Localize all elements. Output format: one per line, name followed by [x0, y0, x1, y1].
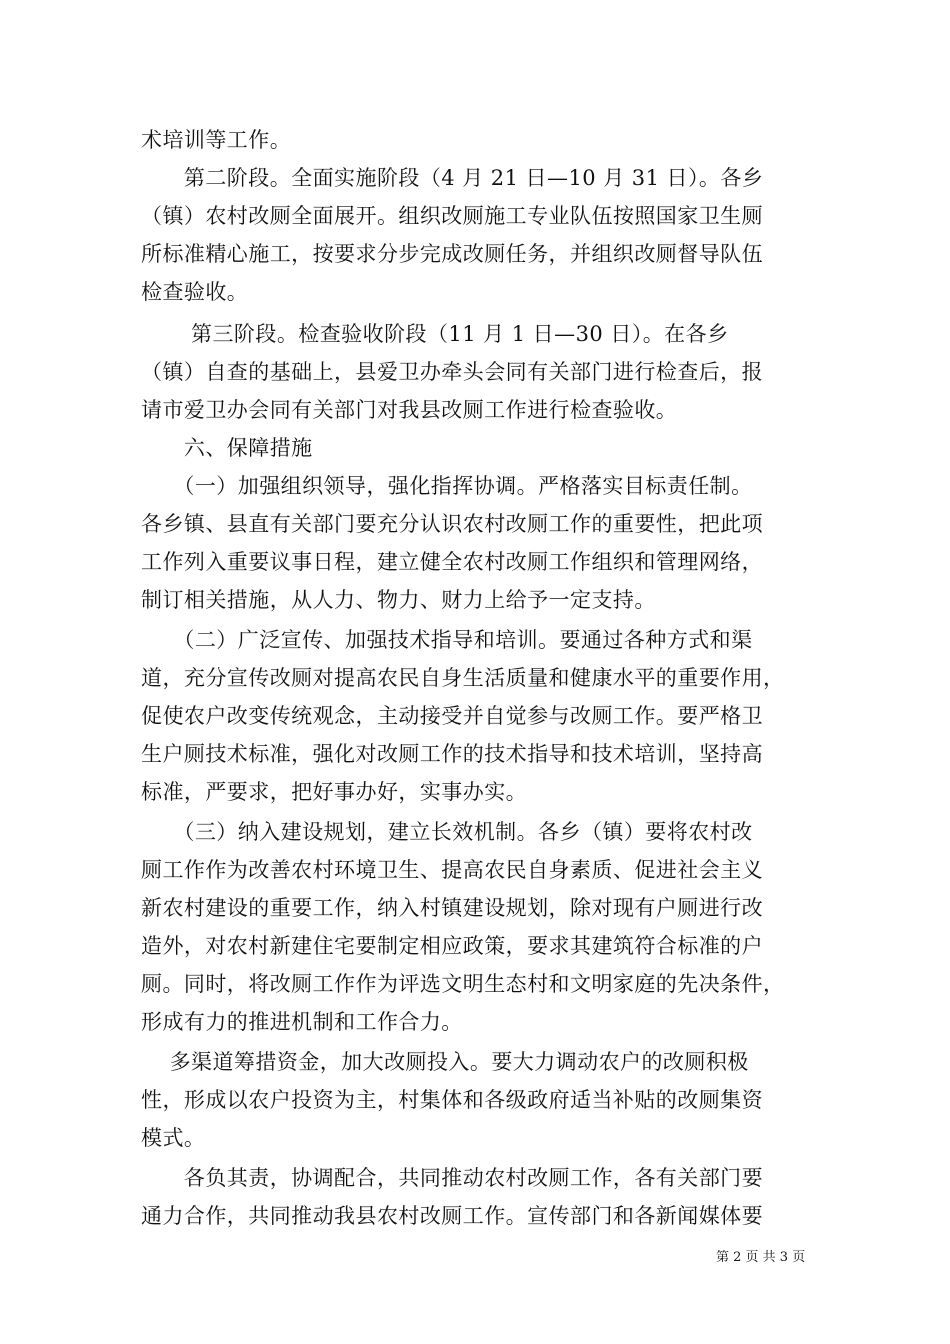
text-line: 检查验收。 [141, 280, 249, 304]
text-line: 请市爱卫办会同有关部门对我县改厕工作进行检查验收。 [141, 398, 678, 422]
text-line: 厕。同时，将改厕工作作为评选文明生态村和文明家庭的先决条件， [141, 972, 785, 996]
text-line: 标准，严要求，把好事办好，实事办实。 [141, 780, 528, 804]
text-line: 所标准精心施工，按要求分步完成改厕任务，并组织改厕督导队伍 [141, 242, 764, 266]
text-line: 新农村建设的重要工作，纳入村镇建设规划，除对现有户厕进行改 [141, 896, 764, 920]
text-line: 模式。 [141, 1126, 206, 1150]
section-heading: 六、保障措施 [141, 436, 313, 460]
text-line: 第三阶段。检查验收阶段（11 月 1 日—30 日）。在各乡 [141, 322, 729, 346]
document-body [141, 121, 821, 1235]
text-line: 第二阶段。全面实施阶段（4 月 21 日—10 月 31 日）。各乡 [141, 166, 764, 190]
text-line: （三）纳入建设规划，建立长效机制。各乡（镇）要将农村改 [141, 820, 753, 844]
text-line: 厕工作作为改善农村环境卫生、提高农民自身素质、促进社会主义 [141, 858, 764, 882]
text-line: 通力合作，共同推动我县农村改厕工作。宣传部门和各新闻媒体要 [141, 1204, 764, 1228]
page-number: 第 2 页 共 3 页 [716, 1250, 806, 1265]
text-line: 道，充分宣传改厕对提高农民自身生活质量和健康水平的重要作用， [141, 666, 785, 690]
text-line: 性，形成以农户投资为主，村集体和各级政府适当补贴的改厕集资 [141, 1088, 764, 1112]
text-line: 各负其责，协调配合，共同推动农村改厕工作，各有关部门要 [141, 1166, 764, 1190]
text-line: （一）加强组织领导，强化指挥协调。严格落实目标责任制。 [141, 474, 753, 498]
text-line: （镇）自查的基础上，县爱卫办牵头会同有关部门进行检查后，报 [141, 360, 764, 384]
text-line: 多渠道筹措资金，加大改厕投入。要大力调动农户的改厕积极 [141, 1050, 749, 1074]
text-line: 工作列入重要议事日程，建立健全农村改厕工作组织和管理网络， [141, 550, 764, 574]
text-line: 促使农户改变传统观念，主动接受并自觉参与改厕工作。要严格卫 [141, 704, 764, 728]
text-line: （镇）农村改厕全面展开。组织改厕施工专业队伍按照国家卫生厕 [141, 204, 764, 228]
text-line: 形成有力的推进机制和工作合力。 [141, 1010, 463, 1034]
text-line: 各乡镇、县直有关部门要充分认识农村改厕工作的重要性，把此项 [141, 512, 764, 536]
text-line: 术培训等工作。 [141, 128, 292, 152]
text-line: 制订相关措施，从人力、物力、财力上给予一定支持。 [141, 588, 656, 612]
text-line: （二）广泛宣传、加强技术指导和培训。要通过各种方式和渠 [141, 628, 753, 652]
text-line: 造外，对农村新建住宅要制定相应政策，要求其建筑符合标准的户 [141, 934, 764, 958]
text-line: 生户厕技术标准，强化对改厕工作的技术指导和技术培训，坚持高 [141, 742, 764, 766]
